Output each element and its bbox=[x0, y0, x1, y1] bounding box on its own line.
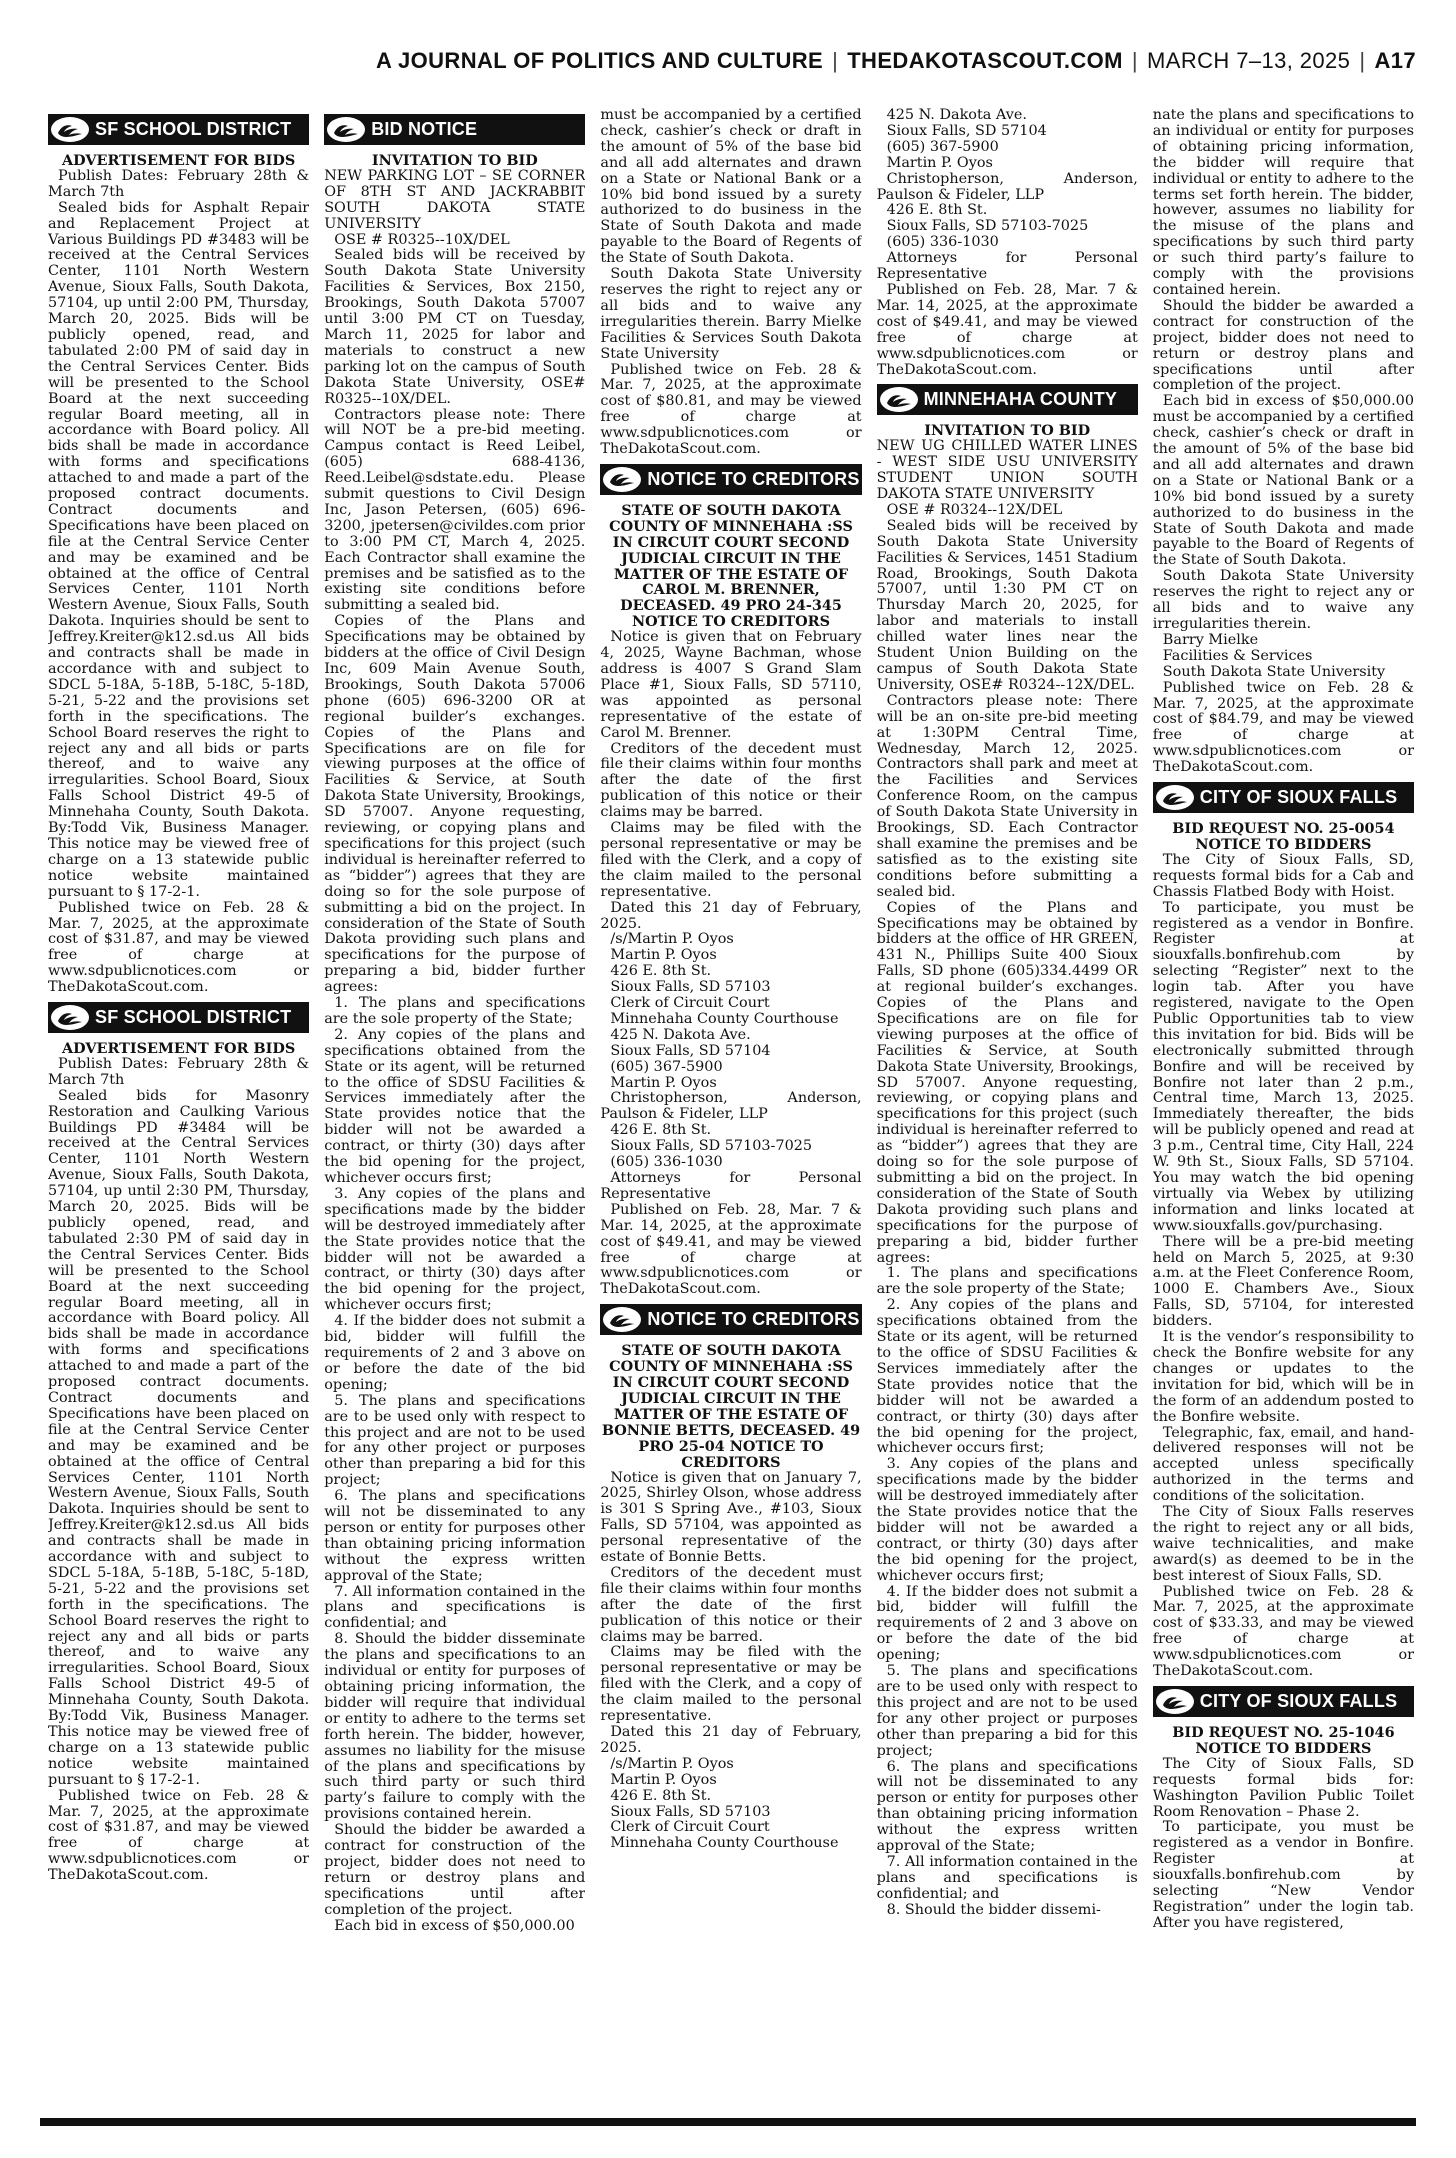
column-5 bbox=[1153, 108, 1414, 2108]
masthead-separator: | bbox=[832, 48, 839, 73]
notice-paragraph: Telegraphic, fax, email, and hand-delivered responses will not be accepted unless specifically authorized in the terms and conditions of the solicitation. bbox=[1152, 1424, 1414, 1505]
notice-paragraph: (605) 336-1030 bbox=[886, 234, 999, 251]
notice-paragraph: Minnehaha County Courthouse bbox=[610, 1835, 839, 1852]
notice-paragraph: (605) 367-5900 bbox=[886, 138, 999, 155]
notice-paragraph: Published twice on Feb. 28 & Mar. 7, 2025, at the approximate cost of $33.33, and may be viewed free of charge at www.sdpublicnotices.com or TheDakotaScout.com. bbox=[1152, 1583, 1414, 1680]
notice-paragraph: 6. The plans and specifications will not be disseminated to any person or entity for purposes other than obtaining pricing information without the express written approval of the State; bbox=[876, 1758, 1138, 1855]
site-name: THEDAKOTASCOUT.COM bbox=[847, 48, 1123, 73]
notice-paragraph: /s/Martin P. Oyos bbox=[610, 931, 734, 948]
notice-paragraph: Each bid in excess of $50,000.00 bbox=[334, 1917, 575, 1934]
notice-paragraph: The City of Sioux Falls, SD, requests formal bids for a Cab and Chassis Flatbed Body with Hoist. bbox=[1152, 851, 1414, 900]
column-4 bbox=[877, 108, 1138, 2108]
section-label: MINNEHAHA COUNTY bbox=[923, 388, 1118, 409]
notice-heading: INVITATION TO BID bbox=[371, 152, 538, 169]
section-header bbox=[48, 114, 309, 145]
notice-paragraph: Sioux Falls, SD 57104 bbox=[886, 122, 1047, 139]
journal-tagline: A JOURNAL OF POLITICS AND CULTURE bbox=[376, 48, 824, 73]
notice-paragraph: Notice is given that on January 7, 2025, Shirley Olson, whose address is 301 S Spring Ave., #103, Sioux Falls, SD 57104, was appointed as personal representative of the estate of Bonnie Betts. bbox=[600, 1469, 862, 1566]
notice-paragraph: Martin P. Oyos bbox=[610, 1771, 717, 1788]
notice-paragraph: (605) 367-5900 bbox=[610, 1058, 723, 1075]
notice-paragraph: 4. If the bidder does not submit a bid, bidder will fulfill the requirements of 2 and 3 above on or before the date of the bid opening; bbox=[324, 1313, 586, 1393]
scout-logo-icon bbox=[51, 117, 89, 142]
notice-paragraph: Martin P. Oyos bbox=[610, 1074, 717, 1091]
notice-paragraph: 7. All information contained in the plans and specifications is confidential; and bbox=[324, 1583, 586, 1632]
notice-paragraph: 7. All information contained in the plans and specifications is confidential; and bbox=[876, 1853, 1138, 1902]
notice-paragraph: NEW UG CHILLED WATER LINES - WEST SIDE USU UNIVERSITY STUDENT UNION SOUTH DAKOTA STATE UNIVERSITY bbox=[876, 438, 1138, 503]
notice-paragraph: Martin P. Oyos bbox=[610, 947, 717, 964]
notice-paragraph: Publish Dates: February 28th & March 7th bbox=[48, 1055, 310, 1088]
notice-paragraph: Contractors please note: There will NOT be a pre-bid meeting. Campus contact is Reed Leibel, (605) 688-4136, Reed.Leibel@sdstate.edu. Please submit questions to Civil Design Inc, Jason Petersen, (605) 696-3200, jpetersen@civildes.com prior to 3:00 PM CT, March 4, 2025. Each Contractor shall examine the premises and be satisfied as to the existing site conditions before submitting a sealed bid. bbox=[324, 406, 586, 614]
notice-paragraph: Notice is given that on February 4, 2025, Wayne Bachman, whose address is 4007 S Grand Slam Place #1, Sioux Falls, SD 57110, was appointed as personal representative of the estate of Carol M. Brenner. bbox=[600, 629, 862, 741]
notice-paragraph: 426 E. 8th St. bbox=[610, 1787, 712, 1804]
notice-paragraph: 5. The plans and specifications are to be used only with respect to this project and are not to be used for any other project or purposes other than preparing a bid for this project; bbox=[324, 1392, 586, 1489]
notice-paragraph: Clerk of Circuit Court bbox=[610, 1819, 770, 1836]
section-label: SF SCHOOL DISTRICT bbox=[95, 1006, 292, 1027]
scout-logo-icon bbox=[1156, 785, 1194, 810]
notice-paragraph: Martin P. Oyos bbox=[886, 154, 993, 171]
notice-paragraph: Attorneys for Personal Representative bbox=[600, 1170, 862, 1202]
notice-heading: ADVERTISEMENT FOR BIDS bbox=[61, 1040, 296, 1058]
notice-paragraph: NEW PARKING LOT – SE CORNER OF 8TH ST AND JACKRABBIT SOUTH DAKOTA STATE UNIVERSITY bbox=[324, 167, 586, 232]
section-label: SF SCHOOL DISTRICT bbox=[95, 118, 292, 139]
notice-paragraph: Dated this 21 day of February, 2025. bbox=[600, 899, 862, 932]
section-label: NOTICE TO CREDITORS bbox=[647, 468, 860, 489]
notice-paragraph: Creditors of the decedent must file their claims within four months after the date of the first publication of this notice or their claims may be barred. bbox=[600, 1564, 862, 1645]
notice-paragraph: 1. The plans and specifications are the sole property of the State; bbox=[324, 995, 586, 1027]
notice-columns bbox=[48, 108, 1414, 2108]
notice-paragraph: 426 E. 8th St. bbox=[610, 1122, 712, 1139]
notice-paragraph: OSE # R0324--12X/DEL bbox=[886, 501, 1063, 518]
notice-paragraph: The City of Sioux Falls reserves the right to reject any or all bids, waive technicalities, and make award(s) as deemed to be in the best interest of Sioux Falls, SD. bbox=[1152, 1504, 1414, 1584]
bottom-rule bbox=[40, 2118, 1416, 2126]
notice-paragraph: Sealed bids will be received by South Dakota State University Facilities & Services, 1451 Stadium Road, Brookings, South Dakota 57007, until 1:30 PM CT on Thursday March 20, 2025, for labor and materials to install chilled water lines near the Student Union Building on the campus of South Dakota State University, OSE# R0324--12X/DEL. bbox=[876, 517, 1138, 693]
notice-paragraph: nate the plans and specifications to an individual or entity for purposes of obtaining pricing information, the bidder will require that individual or entity to adhere to the terms set forth herein. The bidder, however, assumes no liability for the misuse of the plans and specifications by such third party or such third party’s failure to comply with the provisions contained herein. bbox=[1152, 108, 1414, 298]
notice-paragraph: Should the bidder be awarded a contract for construction of the project, bidder does not need to return or destroy plans and specifications until after completion of the project. bbox=[324, 1822, 586, 1918]
notice-paragraph: Each bid in excess of $50,000.00 must be accompanied by a certified check, cashier’s check or draft in the amount of 5% of the base bid and all add alternates and drawn on a State or National Bank or a 10% bid bond issued by a surety authorized to do business in the State of South Dakota and made payable to the Board of Regents of the State of South Dakota. bbox=[1152, 393, 1414, 569]
column-2 bbox=[324, 108, 585, 2108]
notice-paragraph: Barry Mielke bbox=[1162, 631, 1259, 648]
notice-paragraph: It is the vendor’s responsibility to check the Bonfire website for any changes or updates to the invitation for bid, which will be in the form of an addendum posted to the Bonfire website. bbox=[1152, 1329, 1414, 1425]
notice-paragraph: Sioux Falls, SD 57103 bbox=[610, 979, 771, 996]
scout-logo-icon bbox=[880, 387, 918, 412]
notice-paragraph: must be accompanied by a certified check, cashier’s check or draft in the amount of 5% of the base bid and all add alternates and drawn on a State or National Bank or a 10% bid bond issued by a surety authorized to do business in the State of South Dakota and made payable to the Board of Regents of the State of South Dakota. bbox=[600, 108, 862, 267]
notice-paragraph: Sealed bids will be received by South Dakota State University Facilities & Services, Box 2150, Brookings, South Dakota 57007 until 3:00 PM CT on Tuesday, March 11, 2025 for labor and materials to construct a new parking lot on the campus of South Dakota State University, OSE# R0325--10X/DEL. bbox=[324, 247, 586, 407]
masthead-separator: | bbox=[1359, 48, 1366, 73]
notice-paragraph: Contractors please note: There will be an on-site pre-bid meeting at 1:30PM Central Time, Wednesday, March 12, 2025. Contractors shall park and meet at the Facilities and Services Conference Room, on the campus of South Dakota State University in Brookings, SD. Each Contractor shall examine the premises and be satisfied as to the existing site conditions before submitting a sealed bid. bbox=[876, 692, 1138, 900]
notice-paragraph: 426 E. 8th St. bbox=[610, 963, 712, 980]
notice-paragraph: 8. Should the bidder disseminate the plans and specifications to an individual or entity for purposes of obtaining pricing information, the bidder will require that individual or entity to adhere to the terms set forth herein. The bidder, however, assumes no liability for the misuse of the plans and specifications by such third party or such third party’s failure to comply with the provisions contained herein. bbox=[324, 1631, 586, 1823]
notice-paragraph: 6. The plans and specifications will not be disseminated to any person or entity for purposes other than obtaining pricing information without the express written approval of the State; bbox=[324, 1488, 586, 1584]
notice-paragraph: Published twice on Feb. 28 & Mar. 7, 2025, at the approximate cost of $31.87, and may be viewed free of charge at www.sdpublicnotices.com or TheDakotaScout.com. bbox=[48, 899, 310, 996]
notice-paragraph: Sealed bids for Asphalt Repair and Replacement Project at Various Buildings PD #3483 will be received at the Central Services Center, 1101 North Western Avenue, Sioux Falls, South Dakota, 57104, up until 2:00 PM, Thursday, March 20, 2025. Bids will be publicly opened, read, and tabulated 2:00 PM of said day in the Central Services Center. Bids will be presented to the School Board at the next succeeding regular Board meeting, all in accordance with Board policy. All bids shall be made in accordance with forms and specifications attached to and made a part of the proposed contract documents. Contract documents and Specifications have been placed on file at the Central Service Center and may be examined and be obtained at the office of Central Services Center, 1101 North Western Avenue, Sioux Falls, South Dakota. Inquiries should be sent to Jeffrey.Kreiter@k12.sd.us All bids and contracts shall be made in accordance with and subject to SDCL 5-18A, 5-18B, 5-18C, 5-18D, 5-21, 5-22 and the provisions set forth in the specifications. The School Board reserves the right to reject any and all bids or parts thereof, and to waive any irregularities. School Board, Sioux Falls School District 49-5 of Minnehaha County, South Dakota. By:Todd Vik, Business Manager. This notice may be viewed free of charge on a 13 statewide public notice website maintained pursuant to § 17-2-1. bbox=[48, 199, 310, 900]
notice-paragraph: 8. Should the bidder dissemi- bbox=[886, 1901, 1101, 1918]
notice-paragraph: 3. Any copies of the plans and specifications made by the bidder will be destroyed immediately after the State provides notice that the bidder will not be awarded a contract, or thirty (30) days after the bid opening for the project, whichever occurs first; bbox=[876, 1456, 1138, 1584]
notice-paragraph: Published on Feb. 28, Mar. 7 & Mar. 14, 2025, at the approximate cost of $49.41, and may be viewed free of charge at www.sdpublicnotices.com or TheDakotaScout.com. bbox=[876, 281, 1138, 378]
section-header bbox=[1153, 1686, 1414, 1717]
notice-paragraph: Should the bidder be awarded a contract for construction of the project, bidder does not need to return or destroy plans and specifications until after completion of the project. bbox=[1152, 297, 1414, 394]
notice-paragraph: Sioux Falls, SD 57103-7025 bbox=[610, 1138, 813, 1155]
notice-paragraph: Christopherson, Anderson, Paulson & Fideler, LLP bbox=[600, 1090, 862, 1123]
notice-paragraph: 3. Any copies of the plans and specifications made by the bidder will be destroyed immediately after the State provides notice that the bidder will not be awarded a contract, or thirty (30) days after the bid opening for the project, whichever occurs first; bbox=[324, 1185, 586, 1314]
notice-paragraph: There will be a pre-bid meeting held on March 5, 2025, at 9:30 a.m. at the Fleet Conference Room, 1000 E. Chambers Ave., Sioux Falls, SD, 57104, for interested bidders. bbox=[1152, 1233, 1414, 1330]
notice-paragraph: South Dakota State University bbox=[1162, 663, 1386, 680]
notice-paragraph: The City of Sioux Falls, SD requests formal bids for: Washington Pavilion Public Toilet Room Renovation – Phase 2. bbox=[1152, 1755, 1414, 1820]
notice-paragraph: Minnehaha County Courthouse bbox=[610, 1010, 839, 1027]
notice-paragraph: Copies of the Plans and Specifications may be obtained by bidders at the office of HR GREEN, 431 N., Phillips Suite 400 Sioux Falls, SD phone (605)334.4499 OR at regional builder’s exchanges. Copies of the Plans and Specifications are on file for viewing purposes at the office of Facilities & Service, at South Dakota State University, Brookings, SD 57007. Anyone requesting, reviewing, or copying plans and specifications for this project (such individual is hereinafter referred to as “bidder”) agrees that they are doing so for the sole purpose of submitting a bid on the project. In consideration of the State of South Dakota providing such plans and specifications for the purpose of preparing a bid, bidder further agrees: bbox=[876, 899, 1138, 1266]
notice-paragraph: 2. Any copies of the plans and specifications obtained from the State or its agent, will be returned to the office of SDSU Facilities & Services immediately after the State provides notice that the bidder will not be awarded a contract, or thirty (30) days after the bid opening for the project, whichever occurs first; bbox=[324, 1026, 586, 1186]
notice-paragraph: Claims may be filed with the personal representative or may be filed with the Clerk, and a copy of the claim mailed to the personal representative. bbox=[600, 1644, 862, 1725]
section-label: CITY OF SIOUX FALLS bbox=[1199, 786, 1398, 807]
notice-paragraph: Sealed bids for Masonry Restoration and Caulking Various Buildings PD #3484 will be received at the Central Services Center, 1101 North Western Avenue, Sioux Falls, South Dakota, 57104, up until 2:30 PM, Thursday, March 20, 2025. Bids will be publicly opened, read, and tabulated 2:30 PM of said day in the Central Services Center. Bids will be presented to the School Board at the next succeeding regular Board meeting, all in accordance with Board policy. All bids shall be made in accordance with forms and specifications attached to and made a part of the proposed contract documents. Contract documents and Specifications have been placed on file at the Central Service Center and may be examined and be obtained at the office of Central Services Center, 1101 North Western Avenue, Sioux Falls, South Dakota. Inquiries should be sent to Jeffrey.Kreiter@k12.sd.us All bids and contracts shall be made in accordance with and subject to SDCL 5-18A, 5-18B, 5-18C, 5-18D, 5-21, 5-22 and the provisions set forth in the specifications. The School Board reserves the right to reject any and all bids or parts thereof, and to waive any irregularities. School Board, Sioux Falls School District 49-5 of Minnehaha County, South Dakota. By:Todd Vik, Business Manager. This notice may be viewed free of charge on a 13 statewide public notice website maintained pursuant to § 17-2-1. bbox=[48, 1087, 310, 1788]
section-header bbox=[600, 1304, 861, 1335]
notice-paragraph: Sioux Falls, SD 57103-7025 bbox=[886, 218, 1089, 235]
notice-paragraph: 426 E. 8th St. bbox=[886, 202, 988, 219]
section-header bbox=[1153, 782, 1414, 813]
notice-heading: BID REQUEST NO. 25-1046 NOTICE TO BIDDERS bbox=[1172, 1724, 1395, 1757]
masthead-separator: | bbox=[1131, 48, 1139, 73]
column-3 bbox=[600, 108, 861, 2108]
notice-paragraph: Clerk of Circuit Court bbox=[610, 995, 770, 1012]
notice-paragraph: Dated this 21 day of February, 2025. bbox=[600, 1724, 862, 1756]
notice-heading: STATE OF SOUTH DAKOTA COUNTY OF MINNEHAHA :SS IN CIRCUIT COURT SECOND JUDICIAL CIRCUIT IN THE MATTER OF THE ESTATE OF CAROL M. BRENNER, DECEASED. 49 PRO 24-345 NOTICE TO CREDITORS bbox=[609, 501, 853, 631]
notice-heading: STATE OF SOUTH DAKOTA COUNTY OF MINNEHAHA :SS IN CIRCUIT COURT SECOND JUDICIAL CIRCUIT IN THE MATTER OF THE ESTATE OF BONNIE BETTS, DECEASED. 49 PRO 25-04 NOTICE TO CREDITORS bbox=[601, 1342, 861, 1471]
notice-paragraph: 2. Any copies of the plans and specifications obtained from the State or its agent, will be returned to the office of SDSU Facilities & Services immediately after the State provides notice that the bidder will not be awarded a contract, or thirty (30) days after the bid opening for the project, whichever occurs first; bbox=[876, 1297, 1138, 1457]
notice-paragraph: Attorneys for Personal Representative bbox=[876, 250, 1138, 283]
notice-paragraph: OSE # R0325--10X/DEL bbox=[334, 231, 510, 248]
notice-paragraph: Publish Dates: February 28th & March 7th bbox=[48, 167, 310, 200]
notice-paragraph: Published on Feb. 28, Mar. 7 & Mar. 14, 2025, at the approximate cost of $49.41, and may be viewed free of charge at www.sdpublicnotices.com or TheDakotaScout.com. bbox=[600, 1201, 862, 1298]
notice-paragraph: 425 N. Dakota Ave. bbox=[610, 1026, 751, 1043]
section-label: BID NOTICE bbox=[371, 118, 478, 139]
notice-paragraph: Sioux Falls, SD 57104 bbox=[610, 1042, 771, 1059]
notice-paragraph: Published twice on Feb. 28 & Mar. 7, 2025, at the approximate cost of $84.79, and may be viewed free of charge at www.sdpublicnotices.com or TheDakotaScout.com. bbox=[1152, 679, 1414, 776]
page-masthead bbox=[40, 48, 1416, 78]
notice-paragraph: To participate, you must be registered as a vendor in Bonfire. Register at siouxfalls.bonfirehub.com by selecting “New Vendor Registration” under the login tab. After you have registered, bbox=[1152, 1819, 1414, 1931]
notice-paragraph: Copies of the Plans and Specifications may be obtained by bidders at the office of Civil Design Inc, 609 Main Avenue South, Brookings, South Dakota 57006 phone (605) 696-3200 OR at regional builder’s exchanges. Copies of the Plans and Specifications are on file for viewing purposes at the office of Facilities & Service, at South Dakota State University, Brookings, SD 57007. Anyone requesting, reviewing, or copying plans and specifications for this project (such individual is hereinafter referred to as “bidder”) agrees that they are doing so for the sole purpose of submitting a bid on the project. In consideration of the State of South Dakota providing such plans and specifications for the purpose of preparing a bid, bidder further agrees: bbox=[324, 613, 586, 996]
notice-heading: BID REQUEST NO. 25-0054 NOTICE TO BIDDERS bbox=[1172, 820, 1395, 853]
notice-paragraph: 5. The plans and specifications are to be used only with respect to this project and are not to be used for any other project or purposes other than preparing a bid for this project; bbox=[876, 1663, 1138, 1759]
section-header bbox=[48, 1002, 309, 1033]
scout-logo-icon bbox=[603, 1307, 641, 1332]
notice-paragraph: To participate, you must be registered as a vendor in Bonfire. Register at siouxfalls.bonfirehub.com by selecting “Register” next to the login tab. After you have registered, navigate to the Open Public Opportunities tab to view this invitation for bid. Bids will be electronically submitted through Bonfire and will be received by Bonfire not later than 2 p.m., Central time, March 13, 2025. Immediately thereafter, the bids will be publicly opened and read at 3 p.m., Central time, City Hall, 224 W. 9th St., Sioux Falls, SD 57104. You may watch the bid opening virtually via Webex by utilizing information and links located at www.siouxfalls.gov/purchasing. bbox=[1152, 899, 1414, 1234]
notice-paragraph: 425 N. Dakota Ave. bbox=[886, 108, 1027, 123]
notice-paragraph: Claims may be filed with the personal representative or may be filed with the Clerk, and a copy of the claim mailed to the personal representative. bbox=[600, 820, 862, 900]
section-label: NOTICE TO CREDITORS bbox=[647, 1308, 860, 1329]
notice-paragraph: Creditors of the decedent must file their claims within four months after the date of the first publication of this notice or their claims may be barred. bbox=[600, 740, 862, 821]
scout-logo-icon bbox=[51, 1005, 89, 1030]
section-label: CITY OF SIOUX FALLS bbox=[1199, 1690, 1398, 1711]
section-header bbox=[324, 114, 585, 145]
notice-paragraph: 4. If the bidder does not submit a bid, bidder will fulfill the requirements of 2 and 3 above on or before the date of the bid opening; bbox=[876, 1583, 1138, 1664]
notice-heading: ADVERTISEMENT FOR BIDS bbox=[61, 152, 296, 169]
notice-paragraph: /s/Martin P. Oyos bbox=[610, 1755, 734, 1772]
notice-heading: INVITATION TO BID bbox=[924, 422, 1091, 440]
notice-paragraph: South Dakota State University reserves the right to reject any or all bids and to waive any irregularities therein. bbox=[1152, 568, 1414, 632]
scout-logo-icon bbox=[603, 467, 641, 492]
notice-paragraph: Published twice on Feb. 28 & Mar. 7, 2025, at the approximate cost of $80.81, and may be viewed free of charge at www.sdpublicnotices.com or TheDakotaScout.com. bbox=[600, 361, 862, 458]
notice-paragraph: Facilities & Services bbox=[1162, 647, 1313, 664]
notice-paragraph: Sioux Falls, SD 57103 bbox=[610, 1803, 771, 1820]
scout-logo-icon bbox=[1156, 1689, 1194, 1714]
notice-paragraph: (605) 336-1030 bbox=[610, 1154, 723, 1171]
notice-paragraph: Published twice on Feb. 28 & Mar. 7, 2025, at the approximate cost of $31.87, and may be viewed free of charge at www.sdpublicnotices.com or TheDakotaScout.com. bbox=[48, 1787, 310, 1884]
section-header bbox=[877, 384, 1138, 415]
notice-paragraph: 1. The plans and specifications are the sole property of the State; bbox=[876, 1265, 1138, 1298]
notice-paragraph: South Dakota State University reserves the right to reject any or all bids and to waive any irregularities therein. Barry Mielke Facilities & Services South Dakota State University bbox=[600, 266, 862, 362]
issue-date: MARCH 7–13, 2025 bbox=[1147, 48, 1351, 73]
section-header bbox=[600, 464, 861, 495]
column-1 bbox=[48, 108, 309, 2108]
scout-logo-icon bbox=[327, 117, 365, 142]
notice-paragraph: Christopherson, Anderson, Paulson & Fideler, LLP bbox=[876, 170, 1138, 203]
page-number: A17 bbox=[1374, 48, 1416, 73]
